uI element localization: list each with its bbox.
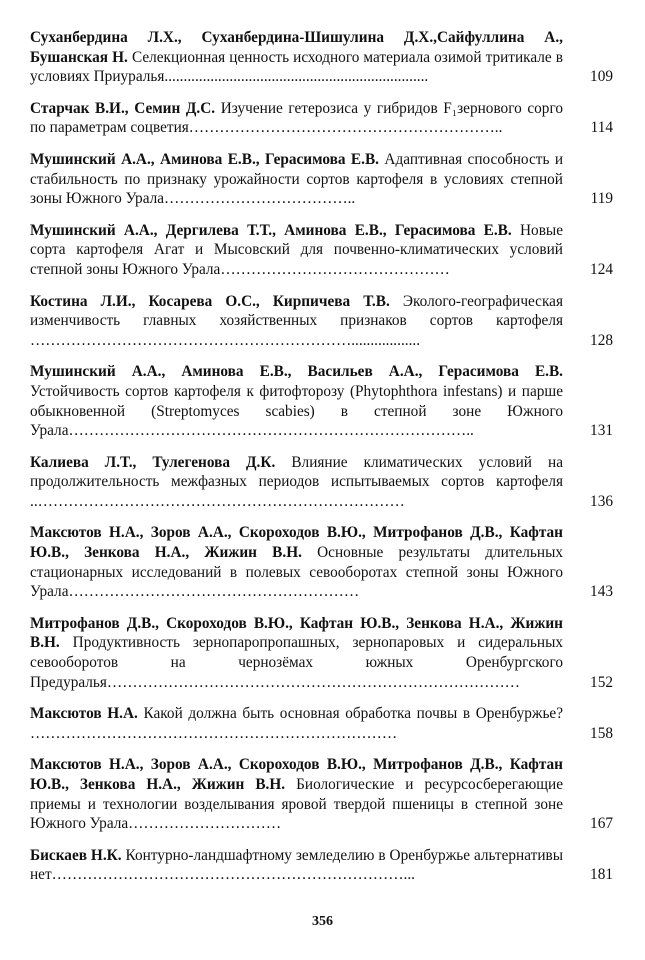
toc-entry (30, 453, 615, 512)
entry-authors: Максютов Н.А. (30, 705, 138, 723)
entry-title: Продуктивность зернопаропропашных, зернопаровых и сидеральных севооборотов на чернозёмах южных Оренбургского Предуралья……………………………………………………………………… (30, 634, 564, 691)
entry-text (30, 292, 563, 351)
entry-title: Селекционная ценность исходного материала озимой тритикале в условиях Приуралья..................................................................... (30, 48, 563, 86)
entry-page: 152 (590, 673, 613, 691)
page-number: 356 (312, 914, 333, 929)
entry-authors: Максютов Н.А., Зоров А.А., Скороходов В.Ю., Митрофанов Д.В., Кафтан Ю.В., Зенкова Н.А., Жижин В.Н. (30, 756, 563, 793)
entry-title: Эколого-географическая изменчивость главных хозяйственных признаков сортов картофеля ……………………………………………………….................. (30, 292, 563, 349)
entry-page: 109 (590, 68, 613, 86)
entry-page: 143 (590, 583, 613, 601)
entry-title: Новые сорта картофеля Агат и Мысовский для почвенно-климатических условий степной зоны Южного Урала……………………………………… (30, 221, 563, 278)
entry-text (30, 704, 563, 743)
entry-authors: Мушинский А.А., Дергилева Т.Т., Аминова Е.В., Герасимова Е.В. (30, 221, 512, 239)
entry-authors: Суханбердина Л.Х., Суханбердина-Шишулина Д.Х.,Сайфуллина А., Бушанская Н. (30, 29, 563, 66)
entry-authors: Калиева Л.Т., Тулегенова Д.К. (30, 453, 276, 471)
entry-page: 167 (590, 815, 613, 833)
entry-page: 119 (590, 190, 613, 208)
table-of-contents (30, 28, 615, 897)
toc-entry (30, 362, 615, 440)
toc-entry (30, 292, 615, 351)
entry-title: Какой должна быть основная обработка почвы в Оренбуржье? ……………………………………………………………… (30, 705, 564, 742)
entry-text (30, 755, 563, 833)
entry-text (30, 846, 563, 885)
entry-text (30, 362, 563, 440)
entry-page: 131 (590, 422, 613, 440)
entry-text (30, 614, 563, 692)
toc-entry (30, 755, 615, 833)
toc-entry (30, 704, 615, 743)
entry-title: Адаптивная способность и стабильность по признаку урожайности сортов картофеля в условиях степной зоны Южного Урала……………………………….. (30, 150, 564, 208)
entry-authors: Бискаев Н.К. (30, 846, 122, 864)
entry-text (30, 28, 563, 87)
entry-page: 181 (590, 866, 613, 884)
toc-entry (30, 99, 615, 138)
entry-authors: Мушинский А.А., Аминова Е.В., Васильев А.А., Герасимова Е.В. (30, 363, 563, 381)
entry-authors: Митрофанов Д.В., Скороходов В.Ю., Кафтан Ю.В., Зенкова Н.А., Жижин В.Н. (30, 614, 563, 652)
toc-entry (30, 523, 615, 601)
toc-entry (30, 28, 615, 87)
entry-page: 158 (590, 724, 613, 742)
entry-authors: Мушинский А.А., Аминова Е.В., Герасимова Е.В. (30, 150, 379, 168)
entry-title: Биологические и ресурсосберегающие приемы и технологии возделывания яровой твердой пшеницы в степной зоне Южного Урала………………………… (30, 776, 564, 833)
entry-text (30, 523, 563, 601)
entry-page: 128 (590, 331, 613, 349)
entry-authors: Костина Л.И., Косарева О.С., Кирпичева Т.В. (30, 292, 390, 310)
entry-page: 114 (590, 119, 613, 137)
entry-authors: Старчак В.И., Семин Д.С. (30, 99, 216, 117)
entry-page: 136 (590, 492, 613, 510)
entry-text (30, 453, 563, 512)
entry-title: Основные результаты длительных стационарных исследований в полевых севооборотах степной зоны Южного Урала………………………………………………… (30, 544, 563, 601)
entry-title: Устойчивость сортов картофеля к фитофторозу (Phytophthora infestans) и парше обыкновенной (Streptomyces scabies) в степной зоне Южного Урала…………………………………………………………………….. (30, 382, 563, 440)
entry-text (30, 150, 563, 209)
toc-entry (30, 221, 615, 280)
entry-title: Влияние климатических условий на продолжительность межфазных периодов испытываемых сортов картофеля ..……………………………………………………………… (30, 453, 564, 510)
entry-text (30, 99, 563, 138)
entry-page: 124 (590, 260, 613, 278)
toc-entry (30, 150, 615, 209)
entry-text (30, 221, 563, 280)
entry-authors: Максютов Н.А., Зоров А.А., Скороходов В.Ю., Митрофанов Д.В., Кафтан Ю.В., Зенкова Н.А., Жижин В.Н. (30, 524, 563, 562)
toc-entry (30, 846, 615, 885)
entry-title: Контурно-ландшафтному земледелию в Оренбуржье альтернативы нет……………………………………………………………... (30, 846, 564, 884)
entry-title: Изучение гетерозиса у гибридов F₁зернового сорго по параметрам соцветия…………………………………………………….. (30, 99, 563, 137)
toc-entry (30, 614, 615, 692)
